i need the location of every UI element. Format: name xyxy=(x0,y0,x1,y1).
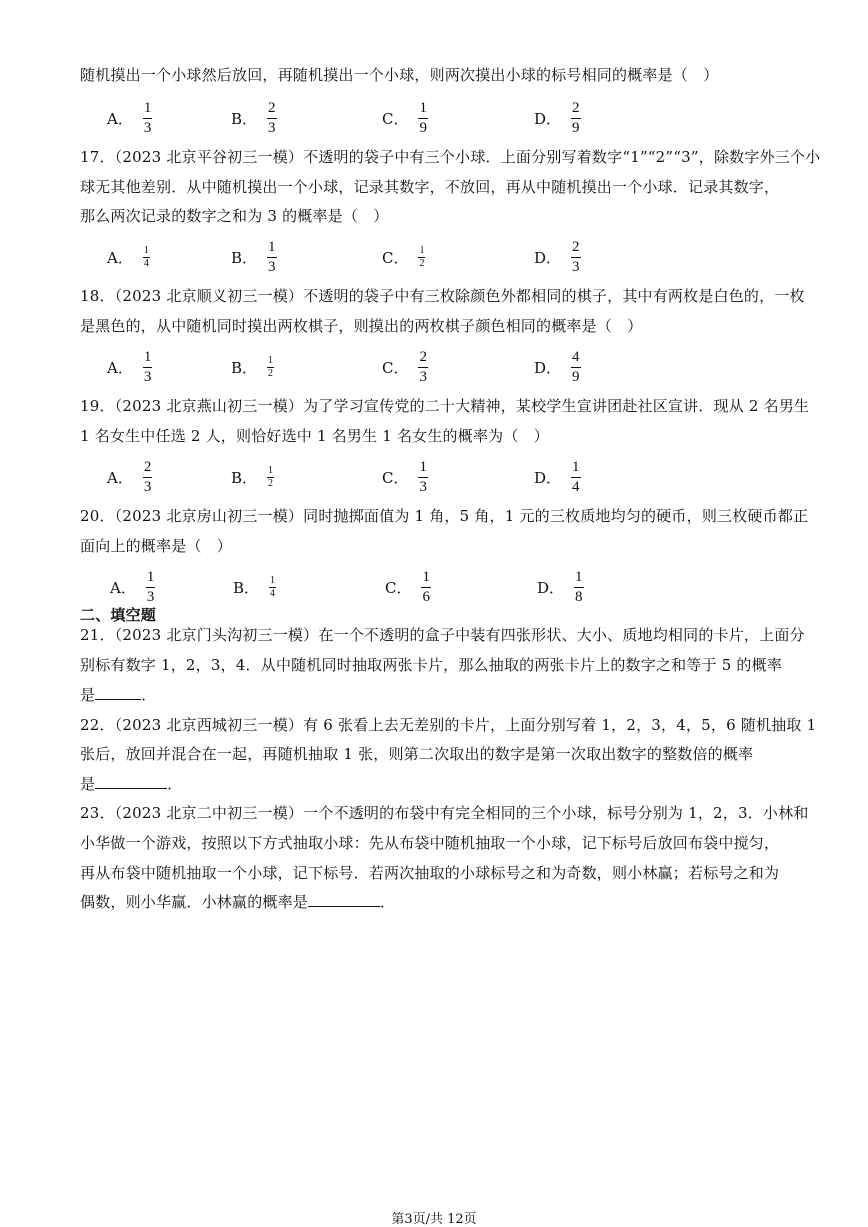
q20-option-b xyxy=(233,567,276,607)
q18-line-1: 18．（2023 北京顺义初三一模）不透明的袋子中有三枚除颜色外都相同的棋子，其中有两枚是白色的，一枚 xyxy=(80,287,805,305)
fraction: $\frac{1}{6}$ xyxy=(422,568,430,605)
fraction: $\frac{1}{3}$ xyxy=(268,238,276,275)
option-letter: C． xyxy=(382,358,409,377)
q19-line-2: 1 名女生中任选 2 人，则恰好选中 1 名男生 1 名女生的概率为（ ） xyxy=(80,427,549,445)
option-letter: A． xyxy=(107,358,133,377)
q16-option-c xyxy=(382,98,428,138)
q19-option-d xyxy=(534,457,581,497)
fraction: $\frac{1}{2}$ xyxy=(268,354,274,379)
q21-text-pre: 是 xyxy=(80,686,96,704)
q23-line-1: 23．（2023 北京二中初三一模）一个不透明的布袋中有完全相同的三个小球，标号分别为 1，2，3．小林和 xyxy=(80,804,809,822)
fraction: $\frac{2}{3}$ xyxy=(143,458,152,495)
q18-option-a xyxy=(107,347,152,387)
fraction: $\frac{1}{4}$ xyxy=(572,458,580,495)
q17-option-b xyxy=(231,237,277,277)
fraction: $\frac{1}{4}$ xyxy=(143,244,149,269)
fraction: $\frac{1}{4}$ xyxy=(270,574,276,599)
fraction: $\frac{1}{3}$ xyxy=(146,568,155,605)
option-letter: B． xyxy=(231,248,258,267)
q23-line-3: 再从布袋中随机抽取一个小球，记下标号．若两次抽取的小球标号之和为奇数，则小林赢；若标号之和为 xyxy=(80,864,780,882)
q22-text-post: ． xyxy=(167,775,183,793)
fraction: $\frac{1}{9}$ xyxy=(419,99,427,136)
fraction: $\frac{4}{9}$ xyxy=(572,348,580,385)
option-letter: D． xyxy=(534,358,562,377)
q17-line-1: 17．（2023 北京平谷初三一模）不透明的袋子中有三个小球．上面分别写着数字“1”“2”“3”，除数字外三个小 xyxy=(80,148,821,166)
q17-option-a xyxy=(107,237,150,277)
q18-option-c xyxy=(382,347,428,387)
q21-text-post: ． xyxy=(141,686,157,704)
q23-text-post: ． xyxy=(380,893,396,911)
q20-line-1: 20．（2023 北京房山初三一模）同时抛掷面值为 1 角，5 角，1 元的三枚质地均匀的硬币，则三枚硬币都正 xyxy=(80,507,809,525)
q22-text-pre: 是 xyxy=(80,775,96,793)
option-letter: B． xyxy=(233,578,260,597)
fraction: $\frac{1}{8}$ xyxy=(575,568,583,605)
page-footer: 第3页/共 12页 xyxy=(391,1212,477,1227)
q20-option-a xyxy=(110,567,155,607)
q18-option-d xyxy=(534,347,581,387)
q22-answer-blank[interactable] xyxy=(95,774,167,789)
option-letter: B． xyxy=(231,109,258,128)
option-letter: C． xyxy=(382,248,409,267)
option-letter: C． xyxy=(382,109,409,128)
q22-line-2: 张后，放回并混合在一起，再随机抽取 1 张，则第二次取出的数字是第一次取出数字的整数倍的概率 xyxy=(80,745,754,763)
q16-option-b xyxy=(231,98,277,138)
q23-line-4 xyxy=(80,891,395,913)
q19-option-a xyxy=(107,457,152,497)
fraction: $\frac{1}{3}$ xyxy=(143,99,152,136)
q16-option-a xyxy=(107,98,152,138)
option-letter: D． xyxy=(534,468,562,487)
q20-line-2: 面向上的概率是（ ） xyxy=(80,537,233,555)
q18-line-2: 是黑色的，从中随机同时摸出两枚棋子，则摸出的两枚棋子颜色相同的概率是（ ） xyxy=(80,317,643,335)
q16-option-d xyxy=(534,98,581,138)
q22-line-1: 22．（2023 北京西城初三一模）有 6 张看上去无差别的卡片，上面分别写着 1，2，3，4，5，6 随机抽取 1 xyxy=(80,716,817,734)
fraction: $\frac{1}{2}$ xyxy=(268,464,274,489)
fraction: $\frac{1}{2}$ xyxy=(419,244,425,269)
option-letter: A． xyxy=(107,468,133,487)
option-letter: C． xyxy=(385,578,412,597)
option-letter: D． xyxy=(537,578,565,597)
section-heading: 二、填空题 xyxy=(80,606,157,624)
fraction: $\frac{1}{3}$ xyxy=(143,348,152,385)
q23-line-2: 小华做一个游戏，按照以下方式抽取小球：先从布袋中随机抽取一个小球，记下标号后放回布袋中搅匀， xyxy=(80,834,780,852)
fraction: $\frac{1}{3}$ xyxy=(419,458,427,495)
q18-option-b xyxy=(231,347,274,387)
fraction: $\frac{2}{3}$ xyxy=(268,99,276,136)
q17-option-d xyxy=(534,237,581,277)
q20-option-d xyxy=(537,567,584,607)
q17-option-c xyxy=(382,237,425,277)
fraction: $\frac{2}{9}$ xyxy=(572,99,580,136)
fraction: $\frac{2}{3}$ xyxy=(572,238,580,275)
q19-line-1: 19．（2023 北京燕山初三一模）为了学习宣传党的二十大精神，某校学生宣讲团赴社区宣讲．现从 2 名男生 xyxy=(80,397,810,415)
option-letter: C． xyxy=(382,468,409,487)
option-letter: D． xyxy=(534,109,562,128)
q23-text-pre: 偶数，则小华赢．小林赢的概率是 xyxy=(80,893,309,911)
option-letter: A． xyxy=(110,578,136,597)
q23-answer-blank[interactable] xyxy=(308,892,380,907)
q21-line-3 xyxy=(80,684,156,706)
q21-line-1: 21．（2023 北京门头沟初三一模）在一个不透明的盒子中装有四张形状、大小、质地均相同的卡片，上面分 xyxy=(80,626,805,644)
option-letter: B． xyxy=(231,468,258,487)
option-letter: D． xyxy=(534,248,562,267)
option-letter: A． xyxy=(107,109,133,128)
option-letter: A． xyxy=(107,248,133,267)
q21-line-2: 别标有数字 1，2，3，4．从中随机同时抽取两张卡片，那么抽取的两张卡片上的数字之和等于 5 的概率 xyxy=(80,656,783,674)
fraction: $\frac{2}{3}$ xyxy=(419,348,427,385)
q19-option-c xyxy=(382,457,428,497)
q17-line-3: 那么两次记录的数字之和为 3 的概率是（ ） xyxy=(80,207,389,225)
q16-text: 随机摸出一个小球然后放回，再随机摸出一个小球，则两次摸出小球的标号相同的概率是（ ） xyxy=(80,66,719,84)
q22-line-3 xyxy=(80,773,182,795)
q19-option-b xyxy=(231,457,274,497)
q20-option-c xyxy=(385,567,431,607)
q17-line-2: 球无其他差别．从中随机摸出一个小球，记录其数字，不放回，再从中随机摸出一个小球．记录其数字， xyxy=(80,178,780,196)
option-letter: B． xyxy=(231,358,258,377)
q21-answer-blank[interactable] xyxy=(95,685,141,700)
